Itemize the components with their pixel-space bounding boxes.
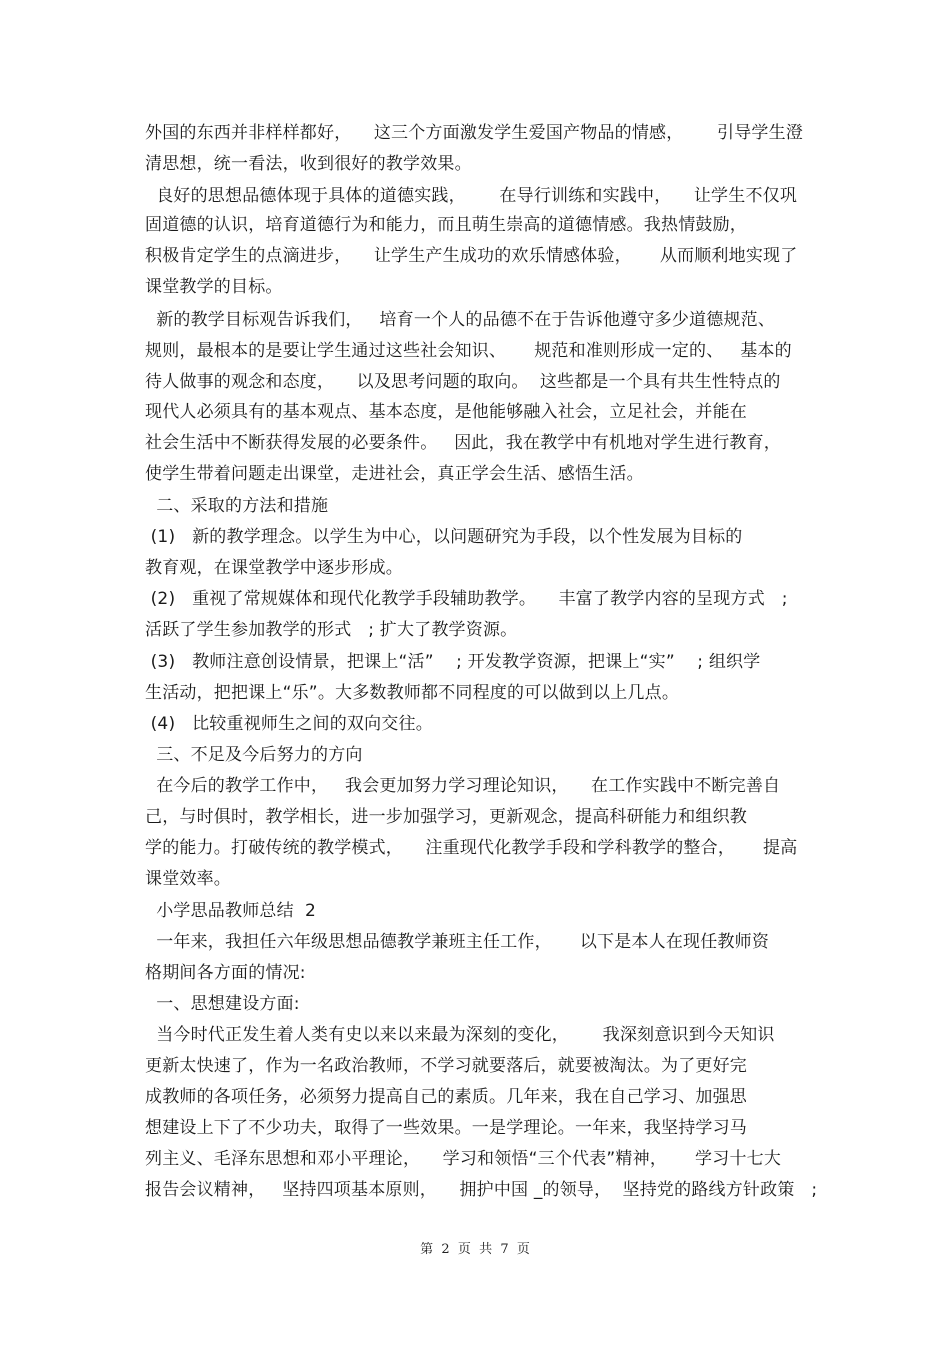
text-line: 课堂效率。 [145, 869, 231, 889]
text-line: 使学生带着问题走出课堂，走进社会，真正学会生活、感悟生活。 [145, 464, 644, 484]
text-line: 一年来，我担任六年级思想品德教学兼班主任工作， 以下是本人在现任教师资 [145, 932, 770, 952]
page-number-footer: 第 2 页 共 7 页 [420, 1242, 530, 1257]
text-line: 新的教学目标观告诉我们， 培育一个人的品德不在于告诉他遵守多少道德规范、 [145, 310, 776, 330]
text-line: 课堂教学的目标。 [145, 277, 283, 297]
text-line: 积极肯定学生的点滴进步， 让学生产生成功的欢乐情感体验， 从而顺利地实现了 [145, 246, 798, 266]
section-heading: 一、思想建设方面: [145, 994, 300, 1014]
text-line: 良好的思想品德体现于具体的道德实践， 在导行训练和实践中， 让学生不仅巩 [145, 186, 798, 206]
text-line: 外国的东西并非样样都好， 这三个方面激发学生爱国产物品的情感， 引导学生澄 [145, 123, 804, 143]
section-heading: 三、不足及今后努力的方向 [145, 745, 363, 765]
text-line: 在今后的教学工作中， 我会更加努力学习理论知识， 在工作实践中不断完善自 [145, 776, 781, 796]
text-line: 清思想，统一看法，收到很好的教学效果。 [145, 154, 472, 174]
text-line: 规则，最根本的是要让学生通过这些社会知识、 规范和准则形成一定的、 基本的 [145, 341, 792, 361]
text-line: (1) 新的教学理念。以学生为中心，以问题研究为手段，以个性发展为目标的 [145, 527, 743, 547]
text-line: 教育观，在课堂教学中逐步形成。 [145, 558, 403, 578]
text-line: 当今时代正发生着人类有史以来以来最为深刻的变化， 我深刻意识到今天知识 [145, 1025, 775, 1045]
text-line: 活跃了学生参加教学的形式 ; 扩大了教学资源。 [145, 620, 518, 640]
text-line: 想建设上下了不少功夫，取得了一些效果。一是学理论。一年来，我坚持学习马 [145, 1118, 747, 1138]
text-line: 生活动，把把课上“乐”。大多数教师都不同程度的可以做到以上几点。 [145, 683, 680, 703]
text-line: 现代人必须具有的基本观点、基本态度，是他能够融入社会，立足社会，并能在 [145, 402, 747, 422]
text-line: 报告会议精神， 坚持四项基本原则， 拥护中国 _的领导， 坚持党的路线方针政策 ; [145, 1180, 818, 1200]
text-line: (2) 重视了常规媒体和现代化教学手段辅助教学。 丰富了教学内容的呈现方式 ; [145, 589, 788, 609]
text-line: 固道德的认识，培育道德行为和能力，而且萌生崇高的道德情感。我热情鼓励， [145, 215, 747, 235]
text-line: 待人做事的观念和态度， 以及思考问题的取向。 这些都是一个具有共生性特点的 [145, 372, 781, 392]
text-line: 更新太快速了，作为一名政治教师，不学习就要落后，就要被淘汰。为了更好完 [145, 1056, 747, 1076]
text-line: (4) 比较重视师生之间的双向交往。 [145, 714, 433, 734]
text-line: (3) 教师注意创设情景，把课上“活” ; 开发教学资源，把课上“实” ; 组织学 [145, 652, 761, 672]
text-line: 列主义、毛泽东思想和邓小平理论， 学习和领悟“三个代表”精神， 学习十七大 [145, 1149, 782, 1169]
text-line: 己，与时俱时，教学相长，进一步加强学习，更新观念，提高科研能力和组织教 [145, 807, 747, 827]
document-heading: 小学思品教师总结 2 [145, 901, 317, 921]
text-line: 格期间各方面的情况: [145, 963, 306, 983]
text-line: 社会生活中不断获得发展的必要条件。 因此，我在教学中有机地对学生进行教育， [145, 433, 782, 453]
text-line: 成教师的各项任务，必须努力提高自己的素质。几年来，我在自己学习、加强思 [145, 1087, 747, 1107]
section-heading: 二、采取的方法和措施 [145, 496, 329, 516]
text-line: 学的能力。打破传统的教学模式， 注重现代化教学手段和学科教学的整合， 提高 [145, 838, 798, 858]
